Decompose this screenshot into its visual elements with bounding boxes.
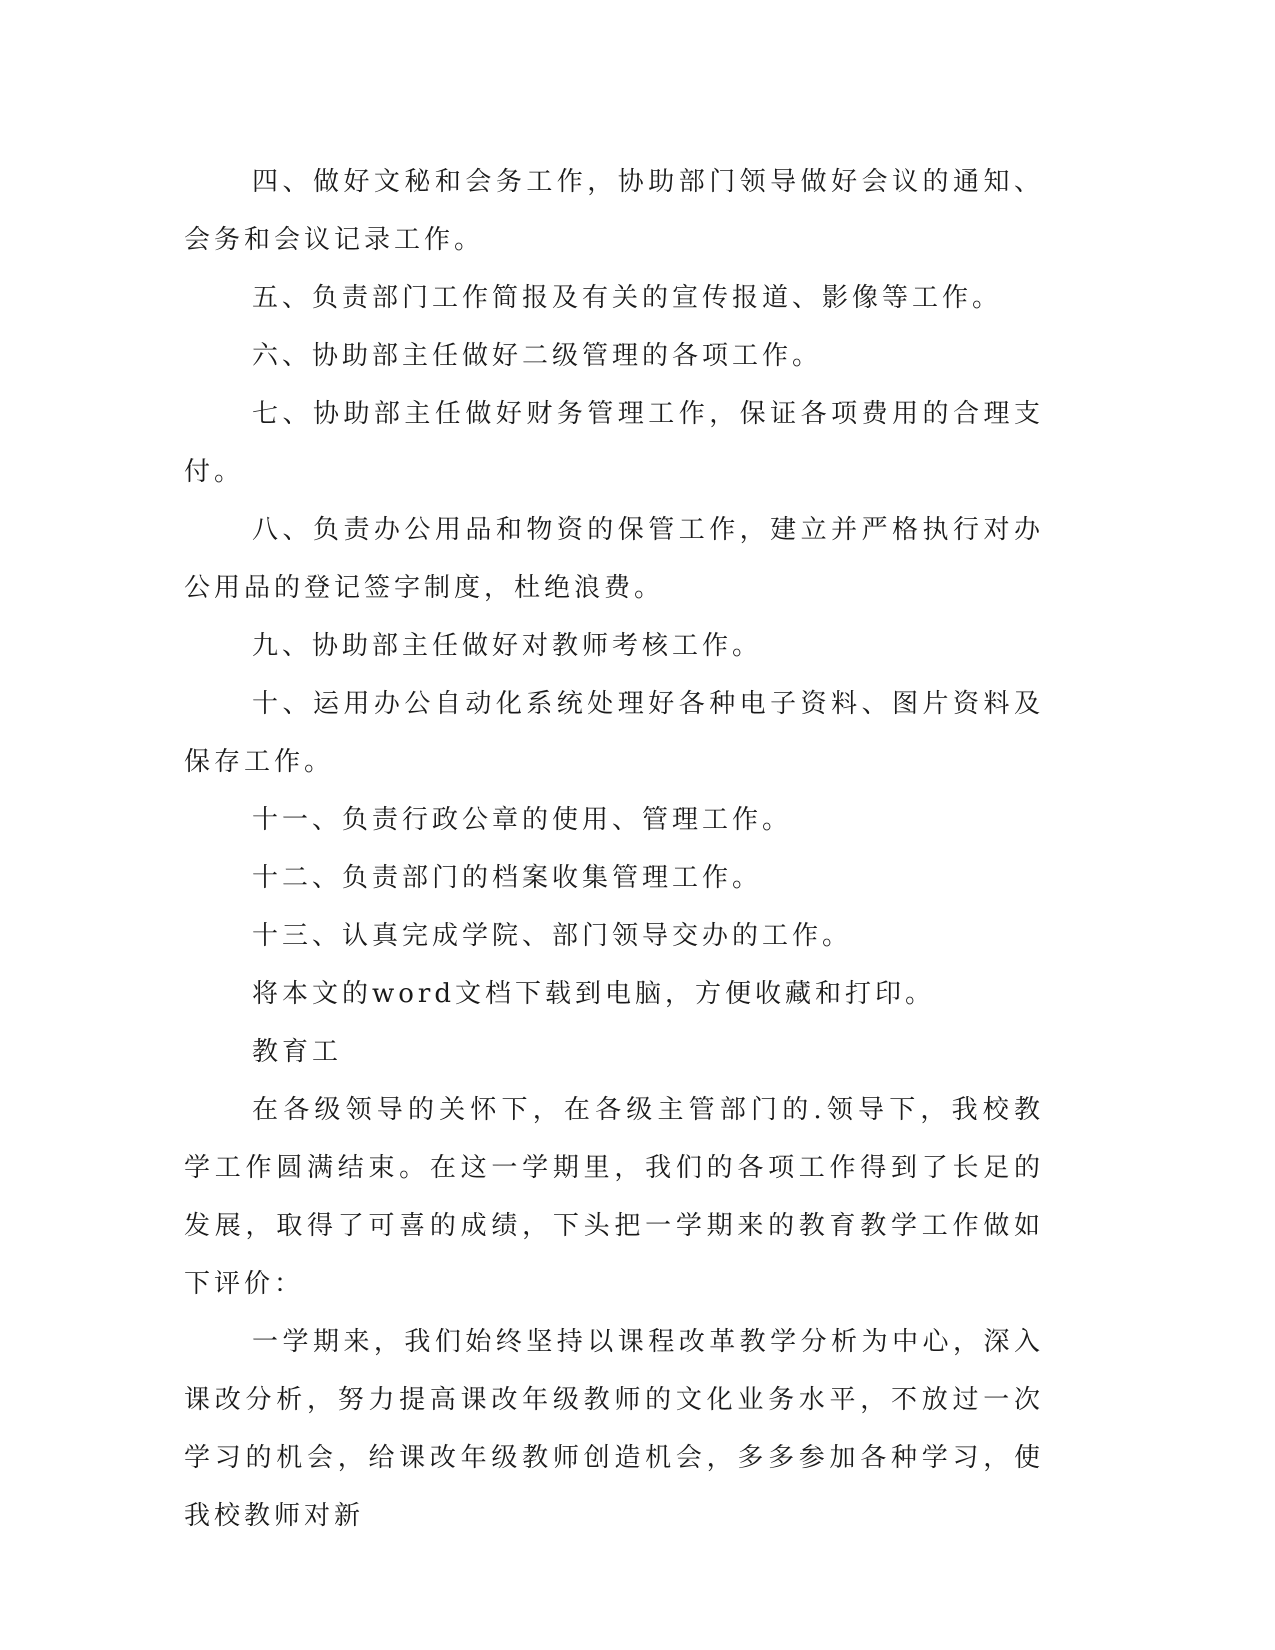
paragraph: 九、协助部主任做好对教师考核工作。 [252,631,763,661]
paragraph: 在各级领导的关怀下，在各级主管部门的.领导下，我校教学工作圆满结束。在这一学期里，我们的各项工作得到了长足的发展，取得了可喜的成绩，下头把一学期来的教育教学工作做如下评价： [184,1095,1044,1299]
paragraph: 一学期来，我们始终坚持以课程改革教学分析为中心，深入课改分析，努力提高课改年级教师的文化业务水平，不放过一次学习的机会，给课改年级教师创造机会，多多参加各种学习，使我校教师对新 [184,1327,1044,1531]
paragraph: 十二、负责部门的档案收集管理工作。 [252,863,763,893]
paragraph: 四、做好文秘和会务工作，协助部门领导做好会议的通知、会务和会议记录工作。 [184,167,1044,255]
section-heading: 教育工 [252,1037,343,1067]
document-body [184,153,1044,1545]
paragraph: 十三、认真完成学院、部门领导交办的工作。 [252,921,853,951]
paragraph: 十一、负责行政公章的使用、管理工作。 [252,805,793,835]
paragraph: 六、协助部主任做好二级管理的各项工作。 [252,341,823,371]
paragraph: 十、运用办公自动化系统处理好各种电子资料、图片资料及保存工作。 [184,689,1044,777]
paragraph: 七、协助部主任做好财务管理工作，保证各项费用的合理支付。 [184,399,1044,487]
download-note: 将本文的word文档下载到电脑，方便收藏和打印。 [252,979,935,1009]
paragraph: 八、负责办公用品和物资的保管工作，建立并严格执行对办公用品的登记签字制度，杜绝浪费。 [184,515,1044,603]
paragraph: 五、负责部门工作简报及有关的宣传报道、影像等工作。 [252,283,1003,313]
